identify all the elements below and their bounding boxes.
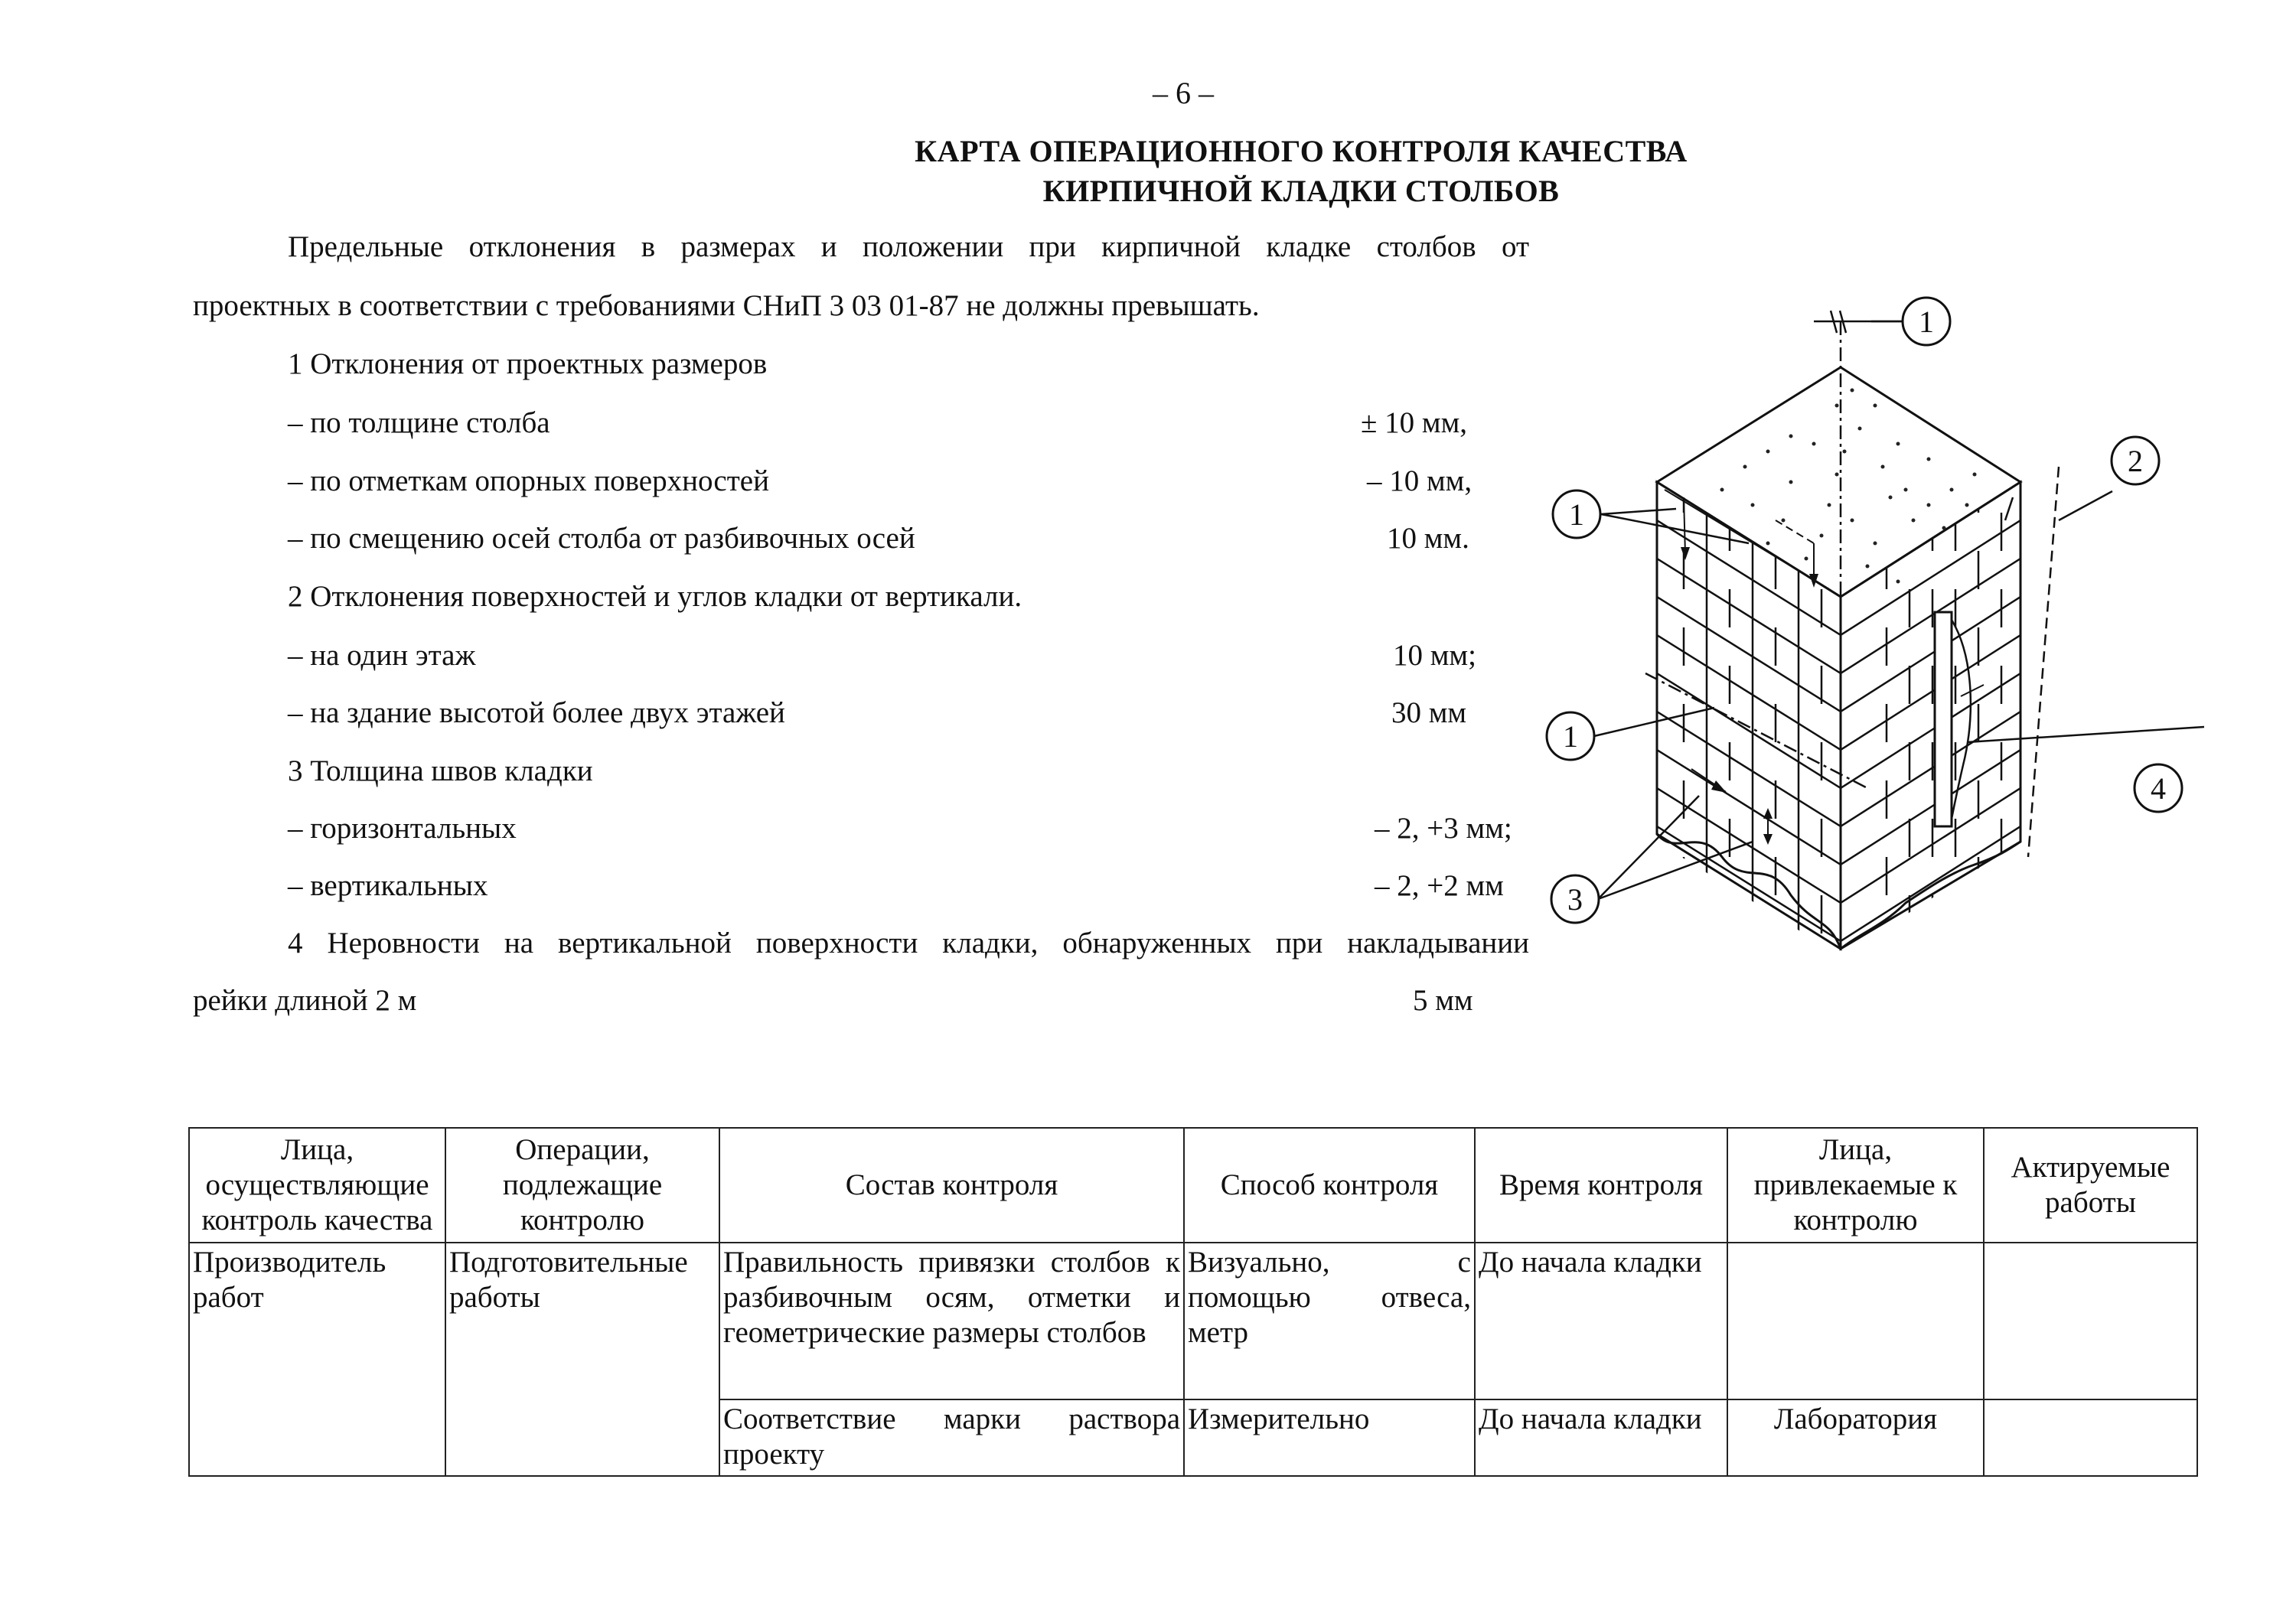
cell-time: До начала кладки [1475,1399,1727,1476]
intro-paragraph-line-2: проектных в соответствии с требованиями СНиП 3 03 01-87 не должны превышать. [193,289,1260,322]
document-title-line-1: КАРТА ОПЕРАЦИОННОГО КОНТРОЛЯ КАЧЕСТВА [915,134,1688,168]
callout-1-middle: 1 [1563,719,1578,754]
tolerance-item-label: рейки длиной 2 м [193,984,417,1017]
callout-1-top: 1 [1569,497,1584,532]
tolerance-item-label: – вертикальных [288,869,488,902]
header-operations: Операции, подлежащие контролю [445,1128,719,1243]
tolerance-item-label: – на один этаж [288,639,476,672]
header-composition: Состав контроля [719,1128,1184,1243]
header-time: Время контроля [1475,1128,1727,1243]
header-responsible: Лица, осуществляющие контроль качества [189,1128,445,1243]
callout-1-axis: 1 [1919,305,1934,339]
header-involved: Лица, привлекаемые к контролю [1727,1128,1984,1243]
tolerance-item-label: – по толщине столба [288,406,550,439]
cell-involved [1727,1243,1984,1399]
cell-composition: Правильность привязки столбов к разбивочным осям, отметки и геометрические размеры столбов [719,1243,1184,1399]
cell-involved: Лаборатория [1727,1399,1984,1476]
page-number-text: – 6 – [1153,76,1214,110]
callout-2-vertical: 2 [2128,444,2143,478]
callout-3-joints: 3 [1567,882,1583,917]
tolerance-item-value: ± 10 мм, [1361,406,1468,439]
tolerance-heading-4: 4 Неровности на вертикальной поверхности кладки, обнаруженных при накладывании [288,927,1529,960]
tolerance-item-value: 5 мм [1413,984,1473,1017]
brick-column-diagram [1515,291,2204,979]
tolerance-item-label: – горизонтальных [288,812,517,845]
header-acted-works: Актируемые работы [1984,1128,2197,1243]
cell-composition: Соответствие марки раствора проекту [719,1399,1184,1476]
table-row [189,1243,2197,1399]
tolerance-item-value: 10 мм; [1393,639,1476,672]
table-header-row [189,1128,2197,1243]
intro-paragraph-line-1: Предельные отклонения в размерах и положении при кирпичной кладке столбов от [288,230,1529,263]
callout-4-rod: 4 [2151,771,2166,806]
tolerance-item-value: – 2, +2 мм [1375,869,1504,902]
cell-time: До начала кладки [1475,1243,1727,1399]
tolerance-heading-1: 1 Отклонения от проектных размеров [288,347,768,380]
tolerance-item-value: – 2, +3 мм; [1375,812,1512,845]
tolerance-heading-2: 2 Отклонения поверхностей и углов кладки от вертикали. [288,580,1022,613]
cell-acted-works [1984,1243,2197,1399]
tolerance-item-label: – по смещению осей столба от разбивочных осей [288,522,915,555]
header-method: Способ контроля [1184,1128,1475,1243]
tolerance-item-value: 10 мм. [1387,522,1469,555]
cell-acted-works [1984,1399,2197,1476]
cell-method: Визуально, с помощью отвеса, метр [1184,1243,1475,1399]
tolerance-heading-3: 3 Толщина швов кладки [288,754,593,787]
cell-method: Измерительно [1184,1399,1475,1476]
quality-control-table [188,1127,2198,1477]
tolerance-item-value: – 10 мм, [1367,464,1473,497]
cell-responsible: Производитель работ [189,1243,445,1476]
document-title-line-2: КИРПИЧНОЙ КЛАДКИ СТОЛБОВ [1042,174,1560,208]
cell-operation: Подготовительные работы [445,1243,719,1476]
tolerance-item-value: 30 мм [1391,696,1467,729]
tolerance-item-label: – на здание высотой более двух этажей [288,696,785,729]
tolerance-item-label: – по отметкам опорных поверхностей [288,464,769,497]
